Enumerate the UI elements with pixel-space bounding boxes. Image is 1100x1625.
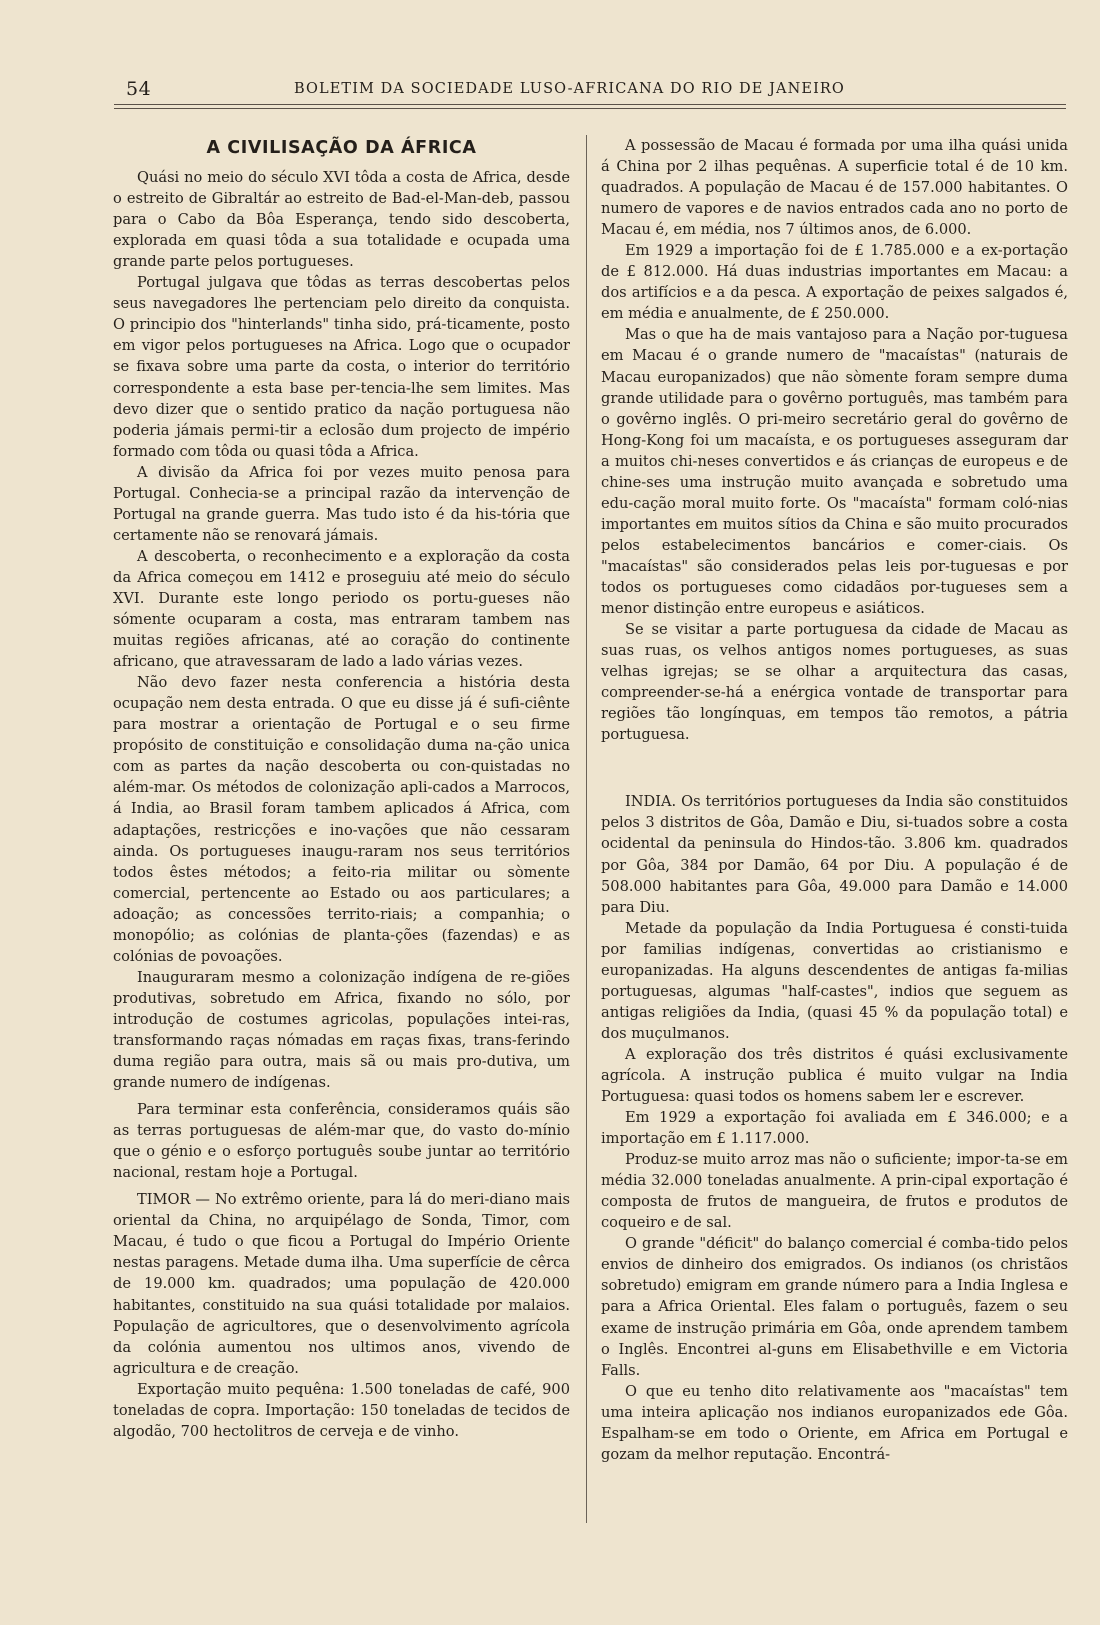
- paragraph: Metade da população da India Portuguesa é consti-tuida por familias indígenas, convertidas ao cristianismo e europanizadas. Ha alguns descendentes de antigas fa-milias portuguesas, algumas "half-castes", indios que seguem as antigas religiões da India, (quasi 45 % da população total) e dos muçulmanos.: [601, 919, 1068, 1042]
- paragraph: A exploração dos três distritos é quási exclusivamente agrícola. A instrução publica é muito vulgar na India Portuguesa: quasi todos os homens sabem ler e escrever.: [601, 1045, 1068, 1106]
- right-column: [601, 135, 1068, 1465]
- page-header: [114, 76, 1066, 110]
- paragraph: Em 1929 a exportação foi avaliada em £ 346.000; e a importação em £ 1.117.000.: [601, 1109, 1068, 1148]
- page-number: 54: [126, 78, 152, 100]
- paragraph: Não devo fazer nesta conferencia a história desta ocupação nem desta entrada. O que eu disse já é sufi-ciênte para mostrar a orientação de Portugal e o seu firme propósito de constituição e consolidação duma na-ção unica com as partes da nação descoberta ou con-quistadas no além-mar. Os métodos de colonização apli-cados a Marrocos, á India, ao Brasil foram tambem aplicados á Africa, com adaptações, restricções e ino-vações que não cessaram ainda. Os portugueses inaugu-raram nos seus territórios todos êstes métodos; a feito-ria militar ou sòmente comercial, pertencente ao Estado ou aos particulares; a adoação; as concessões territo-riais; a companhia; o monopólio; as colónias de planta-ções (fazendas) e as colónias de povoações.: [113, 674, 570, 965]
- paragraph: Quási no meio do século XVI tôda a costa de Africa, desde o estreito de Gibraltár ao estreito de Bad-el-Man-deb, passou para o Cabo da Bôa Esperança, tendo sido descoberta, explorada em quasi tôda a sua totalidade e ocupada uma grande parte pelos portugueses.: [113, 169, 570, 271]
- macau-paragraph: A possessão de Macau é formada por uma ilha quási unida á China por 2 ilhas pequênas. A superficie total é de 10 km. quadrados. A população de Macau é de 157.000 habitantes. O numero de vapores e de navios entrados cada ano no porto de Macau é, em média, nos 7 últimos anos, de 6.000.: [601, 137, 1068, 239]
- paragraph: A divisão da Africa foi por vezes muito penosa para Portugal. Conhecia-se a principal razão da intervenção de Portugal na grande guerra. Mas tudo isto é da his-tória que certamente não se renovará jámais.: [113, 463, 570, 544]
- timor-section: TIMOR — No extrêmo oriente, para lá do meri-diano mais oriental da China, no arquipélago de Sonda, Timor, com Macau, é tudo o que ficou a Portugal do Império Oriente nestas paragens. Metade duma ilha. Uma superfície de cêrca de 19.000 km. quadrados; uma população de 420.000 habitantes, constituido na sua quási totalidade por malaios. População de agricultores, que o desenvolvimento agrícola da colónia aumentou nos ultimos anos, vivendo de agricultura e de creação.: [113, 1191, 570, 1377]
- column-divider: [586, 135, 587, 1523]
- left-column: [113, 128, 570, 1442]
- running-title: BOLETIM DA SOCIEDADE LUSO-AFRICANA DO RIO DE JANEIRO: [294, 81, 845, 97]
- article-title: A CIVILISAÇÃO DA ÁFRICA: [206, 138, 477, 158]
- paragraph: Mas o que ha de mais vantajoso para a Nação por-tuguesa em Macau é o grande numero de "macaístas" (naturais de Macau europanizados) que não sòmente foram sempre duma grande utilidade para o govêrno português, mas também para o govêrno inglês. O pri-meiro secretário geral do govêrno de Hong-Kong foi um macaísta, e os portugueses asseguram dar a muitos chi-neses convertidos e ás crianças de europeus e de chine-ses uma instrução muito avançada e sobretudo uma edu-cação moral muito forte. Os "macaísta" formam coló-nias importantes em muitos sítios da China e são muito procurados pelos estabelecimentos bancários e comer-ciais. Os "macaístas" são considerados pelas leis por-tuguesas e por todos os portugueses como cidadãos por-tugueses sem a menor distinção entre europeus e asiáticos.: [601, 326, 1068, 618]
- paragraph: A descoberta, o reconhecimento e a exploração da costa da Africa começou em 1412 e proseguiu até meio do século XVI. Durante este longo periodo os portu-gueses não sómente ocuparam a costa, mas entraram tambem nas muitas regiões africanas, até ao coração do continente africano, que atravessaram de lado a lado várias vezes.: [113, 547, 570, 671]
- paragraph: Produz-se muito arroz mas não o suficiente; impor-ta-se em média 32.000 toneladas anualmente. A prin-cipal exportação é composta de frutos de mangueira, de frutos e produtos de coqueiro e de sal.: [601, 1151, 1068, 1232]
- india-section: INDIA. Os territórios portugueses da India são constituidos pelos 3 distritos de Gôa, Damão e Diu, si-tuados sobre a costa ocidental da peninsula do Hindos-tão. 3.806 km. quadrados por Gôa, 384 por Damão, 64 por Diu. A população é de 508.000 habitantes para Gôa, 49.000 para Damão e 14.000 para Diu.: [601, 793, 1068, 916]
- paragraph: Portugal julgava que tôdas as terras descobertas pelos seus navegadores lhe pertenciam pelo direito da conquista. O principio dos "hinterlands" tinha sido, prá-ticamente, posto em vigor pelos portugueses na Africa. Logo que o ocupador se fixava sobre uma parte da costa, o interior do território correspondente a esta base per-tencia-lhe sem limites. Mas devo dizer que o sentido pratico da nação portuguesa não poderia jámais permi-tir a eclosão dum projecto de império formado com tôda ou quasi tôda a Africa.: [113, 274, 570, 460]
- paragraph: Exportação muito pequêna: 1.500 toneladas de café, 900 toneladas de copra. Importação: 150 toneladas de tecidos de algodão, 700 hectolitros de cerveja e de vinho.: [113, 1380, 570, 1440]
- paragraph: Se se visitar a parte portuguesa da cidade de Macau as suas ruas, os velhos antigos nomes portugueses, as suas velhas igrejas; se se olhar a arquitectura das casas, compreender-se-há a enérgica vontade de transportar para regiões tão longínquas, em tempos tão remotos, a pátria portuguesa.: [601, 621, 1068, 744]
- header-rule-top: [114, 104, 1066, 105]
- paragraph: Para terminar esta conferência, consideramos quáis são as terras portuguesas de além-mar que, do vasto do-mínio que o génio e o esforço português soube juntar ao território nacional, restam hoje a Portugal.: [113, 1101, 570, 1182]
- paragraph: Inauguraram mesmo a colonização indígena de re-giões produtivas, sobretudo em Africa, fixando no sólo, por introdução de costumes agricolas, populações intei-ras, transformando raças nómadas em raças fixas, trans-ferindo duma região para outra, mais sã ou mais pro-dutiva, um grande numero de indígenas.: [113, 968, 570, 1092]
- header-rule-bottom: [114, 108, 1066, 109]
- paragraph: Em 1929 a importação foi de £ 1.785.000 e a ex-portação de £ 812.000. Há duas industrias importantes em Macau: a dos artifícios e a da pesca. A exportação de peixes salgados é, em média e anualmente, de £ 250.000.: [601, 242, 1068, 323]
- paragraph: O que eu tenho dito relativamente aos "macaístas" tem uma inteira aplicação nos indianos europanizados ede Gôa. Espalham-se em todo o Oriente, em Africa em Portugal e gozam da melhor reputação. Encontrá-: [601, 1382, 1068, 1463]
- paragraph: O grande "déficit" do balanço comercial é comba-tido pelos envios de dinheiro dos emigrados. Os indianos (os christãos sobretudo) emigram em grande número para a India Inglesa e para a Africa Oriental. Eles falam o português, fazem o seu exame de instrução primária em Gôa, onde aprendem tambem o Inglês. Encontrei al-guns em Elisabethville e em Victoria Falls.: [601, 1235, 1068, 1379]
